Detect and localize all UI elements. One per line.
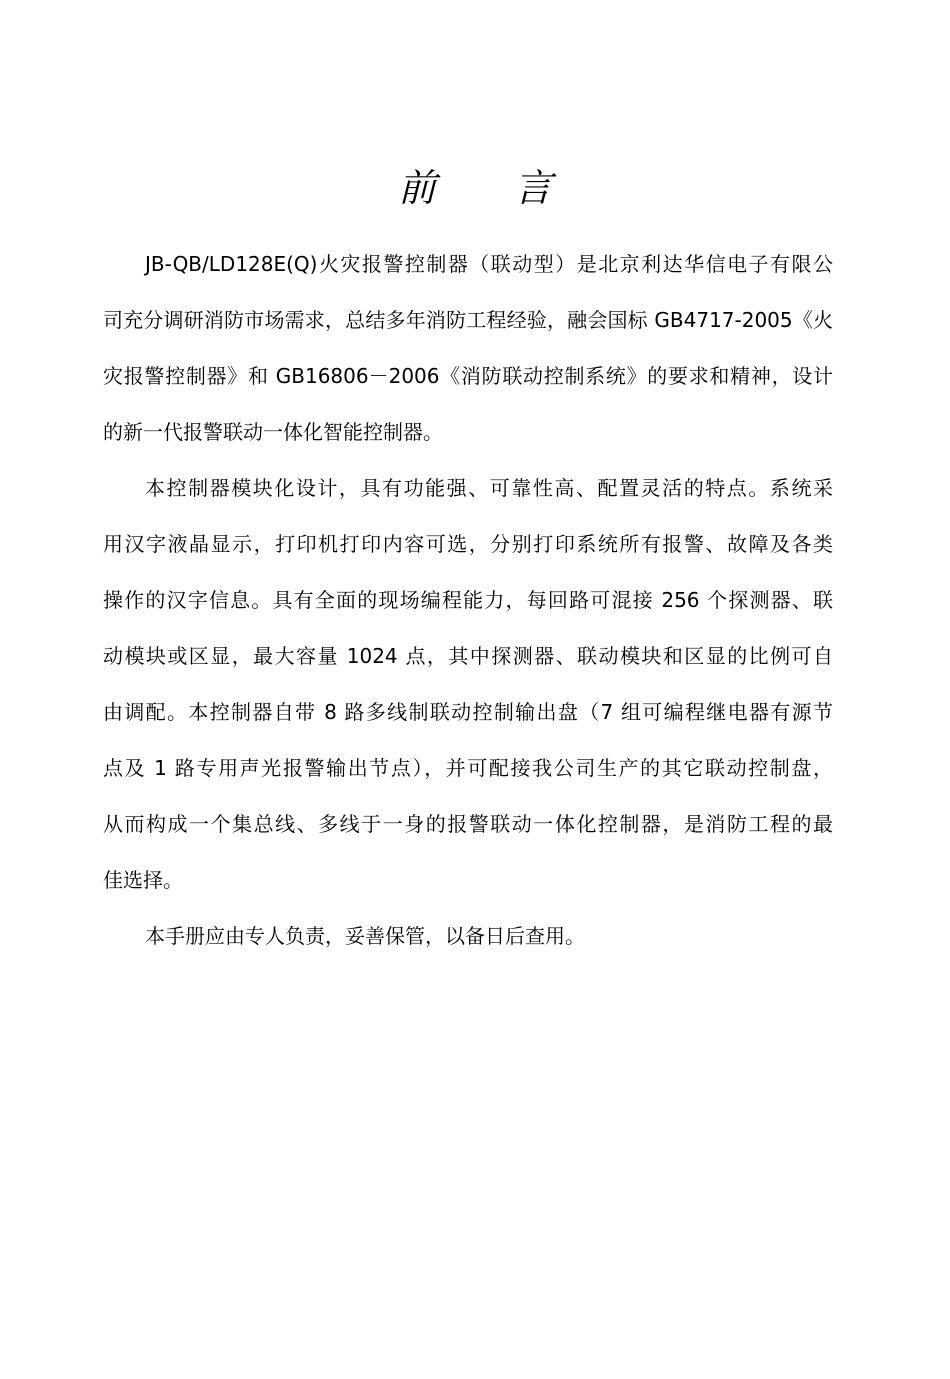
page-title: [0, 160, 950, 216]
text-line: 本手册应由专人负责，妥善保管，以备日后查用。: [145, 924, 585, 948]
text-line: 佳选择。: [103, 868, 183, 892]
paragraph-features: [103, 460, 833, 908]
text-line: 从而构成一个集总线、多线于一身的报警联动一体化控制器，是消防工程的最: [103, 812, 833, 836]
text-line: 用汉字液晶显示，打印机打印内容可选，分别打印系统所有报警、故障及各类: [103, 532, 833, 556]
text-line: 点及 1 路专用声光报警输出节点），并可配接我公司生产的其它联动控制盘，: [103, 756, 833, 780]
body-text: [103, 236, 833, 964]
text-line: 由调配。本控制器自带 8 路多线制联动控制输出盘（7 组可编程继电器有源节: [103, 700, 833, 724]
paragraph-manual-note: [103, 908, 833, 964]
text-line: 动模块或区显，最大容量 1024 点，其中探测器、联动模块和区显的比例可自: [103, 644, 833, 668]
title-char-qian: 前: [397, 166, 436, 210]
text-line: 本控制器模块化设计，具有功能强、可靠性高、配置灵活的特点。系统采: [145, 476, 833, 500]
text-line: 的新一代报警联动一体化智能控制器。: [103, 420, 443, 444]
text-line: 灾报警控制器》和 GB16806－2006《消防联动控制系统》的要求和精神，设计: [103, 364, 833, 388]
text-line: 司充分调研消防市场需求，总结多年消防工程经验，融会国标 GB4717-2005《火: [103, 308, 833, 332]
text-line: JB-QB/LD128E(Q)火灾报警控制器（联动型）是北京利达华信电子有限公: [145, 252, 833, 276]
paragraph-intro: [103, 236, 833, 460]
title-char-yan: 言: [514, 166, 553, 210]
text-line: 操作的汉字信息。具有全面的现场编程能力，每回路可混接 256 个探测器、联: [103, 588, 833, 612]
